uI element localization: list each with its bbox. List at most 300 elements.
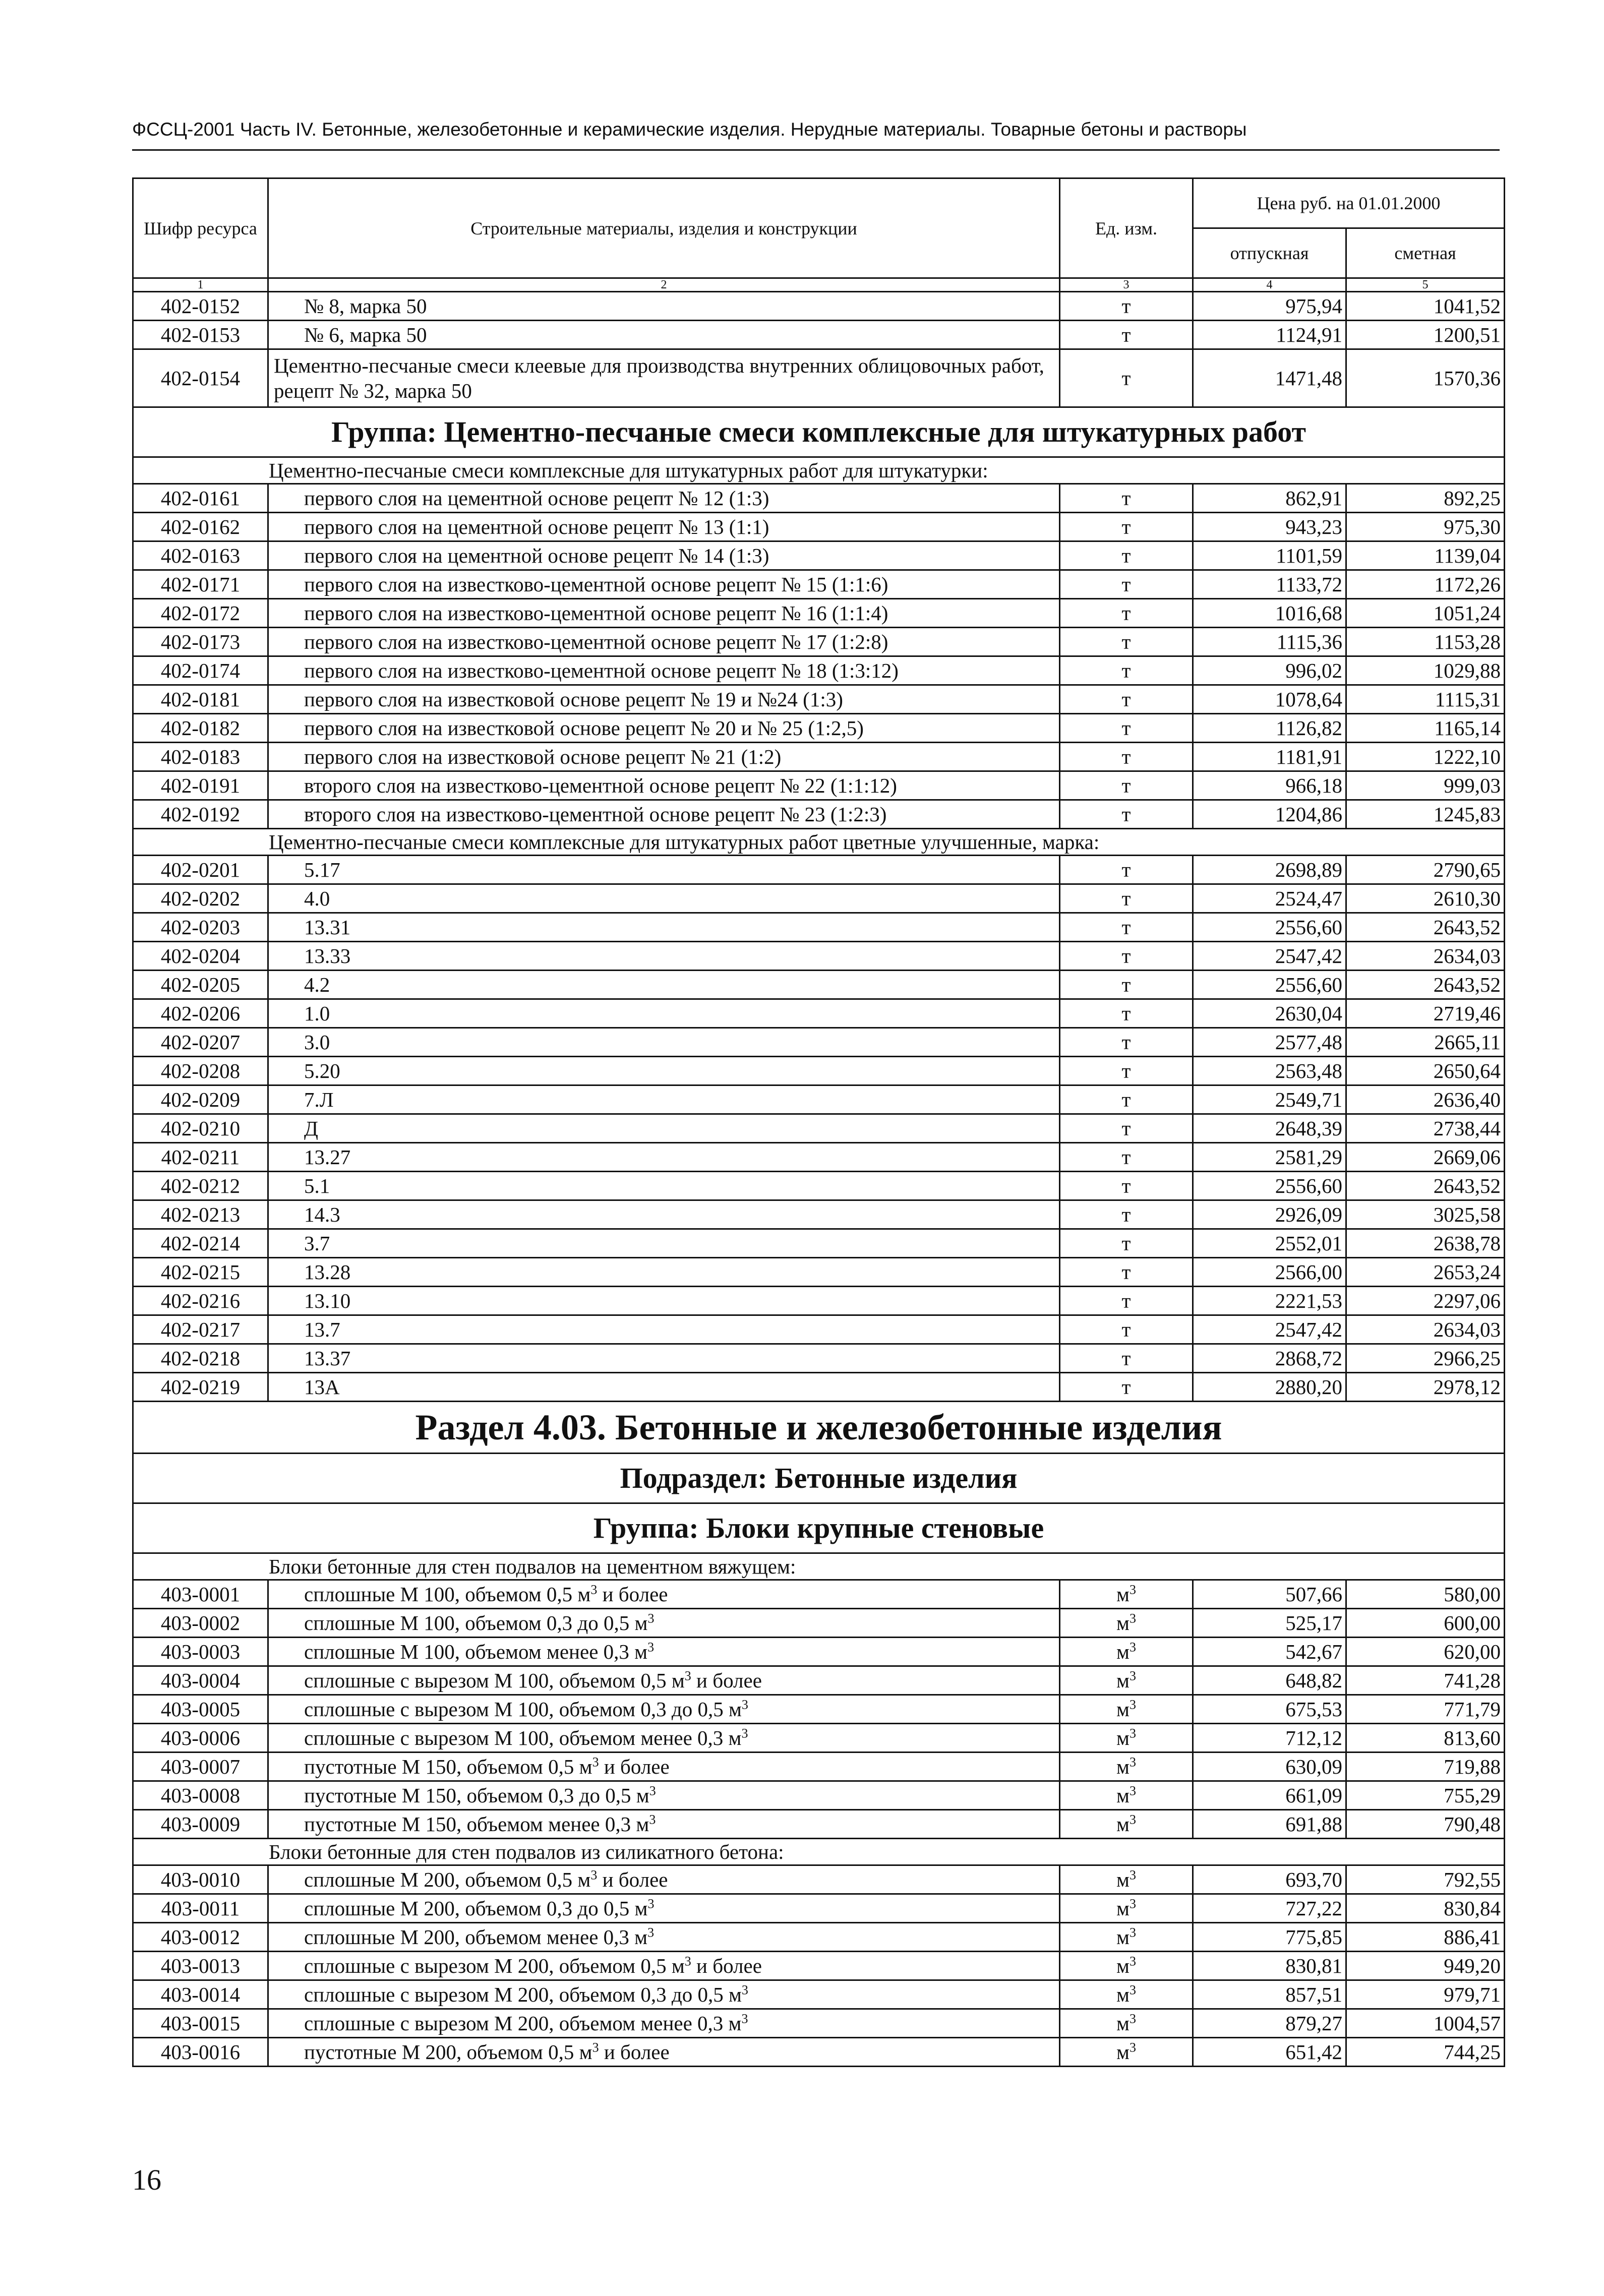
material-name-suffix: и более bbox=[599, 2040, 670, 2064]
material-name bbox=[268, 1724, 1060, 1753]
material-name bbox=[268, 1057, 1060, 1085]
release-price: 648,82 bbox=[1193, 1666, 1346, 1695]
unit-text: м bbox=[1116, 1640, 1130, 1663]
material-name-text: 13.10 bbox=[304, 1289, 351, 1312]
table-row bbox=[133, 1172, 1505, 1200]
material-name bbox=[268, 1085, 1060, 1114]
estimate-price: 1153,28 bbox=[1346, 628, 1505, 656]
table-row bbox=[133, 800, 1505, 829]
material-name bbox=[268, 1143, 1060, 1172]
table-row bbox=[133, 2038, 1505, 2067]
running-title: ФССЦ-2001 Часть IV. Бетонные, железобетонные и керамические изделия. Нерудные материалы. Товарные бетоны и растворы bbox=[132, 119, 1247, 140]
release-price: 1126,82 bbox=[1193, 714, 1346, 743]
resource-code: 403-0012 bbox=[133, 1923, 268, 1952]
table-row bbox=[133, 1781, 1505, 1810]
material-name-text: сплошные с вырезом М 100, объемом менее 0,3 м bbox=[304, 1726, 742, 1749]
estimate-price: 620,00 bbox=[1346, 1638, 1505, 1666]
group-heading: Группа: Блоки крупные стеновые bbox=[133, 1503, 1505, 1553]
material-name bbox=[268, 1114, 1060, 1143]
resource-code: 402-0163 bbox=[133, 541, 268, 570]
estimate-price: 2643,52 bbox=[1346, 1172, 1505, 1200]
resource-code: 402-0202 bbox=[133, 884, 268, 913]
release-price: 862,91 bbox=[1193, 484, 1346, 513]
unit-text: т bbox=[1121, 1318, 1131, 1341]
unit-text: т bbox=[1121, 323, 1131, 346]
subgroup-row bbox=[133, 1839, 1505, 1865]
estimate-price: 2669,06 bbox=[1346, 1143, 1505, 1172]
table-row bbox=[133, 1638, 1505, 1666]
group-row bbox=[133, 407, 1505, 457]
material-name-suffix: и более bbox=[599, 1755, 670, 1778]
unit-of-measure bbox=[1060, 349, 1193, 407]
table-row bbox=[133, 1287, 1505, 1315]
estimate-price: 830,84 bbox=[1346, 1894, 1505, 1923]
resource-code: 403-0011 bbox=[133, 1894, 268, 1923]
table-row bbox=[133, 1810, 1505, 1839]
release-price: 2556,60 bbox=[1193, 971, 1346, 999]
resource-code: 403-0001 bbox=[133, 1580, 268, 1609]
resource-code: 402-0211 bbox=[133, 1143, 268, 1172]
unit-text: м bbox=[1116, 1983, 1130, 2006]
material-name-text: пустотные М 150, объемом 0,5 м bbox=[304, 1755, 592, 1778]
resource-code: 402-0215 bbox=[133, 1258, 268, 1287]
resource-code: 402-0212 bbox=[133, 1172, 268, 1200]
estimate-price: 771,79 bbox=[1346, 1695, 1505, 1724]
superscript: 3 bbox=[592, 1755, 599, 1770]
material-name bbox=[268, 1638, 1060, 1666]
table-row bbox=[133, 484, 1505, 513]
resource-code: 402-0204 bbox=[133, 942, 268, 971]
material-name bbox=[268, 2038, 1060, 2067]
release-price: 525,17 bbox=[1193, 1609, 1346, 1638]
resource-code: 402-0209 bbox=[133, 1085, 268, 1114]
resource-code: 402-0217 bbox=[133, 1315, 268, 1344]
estimate-price: 1222,10 bbox=[1346, 743, 1505, 771]
material-name-text: второго слоя на известково-цементной основе рецепт № 22 (1:1:12) bbox=[304, 774, 897, 797]
unit-text: т bbox=[1121, 688, 1131, 711]
release-price: 1016,68 bbox=[1193, 599, 1346, 628]
unit-text: т bbox=[1121, 573, 1131, 596]
release-price: 2648,39 bbox=[1193, 1114, 1346, 1143]
material-name bbox=[268, 714, 1060, 743]
superscript: 3 bbox=[1129, 1640, 1136, 1655]
resource-code: 403-0008 bbox=[133, 1781, 268, 1810]
material-name-text: 5.1 bbox=[304, 1174, 330, 1197]
table-row bbox=[133, 292, 1505, 321]
table-row bbox=[133, 685, 1505, 714]
release-price: 2547,42 bbox=[1193, 1315, 1346, 1344]
unit-of-measure bbox=[1060, 570, 1193, 599]
material-name-suffix: и более bbox=[691, 1669, 762, 1692]
resource-code: 403-0006 bbox=[133, 1724, 268, 1753]
material-name-text: 14.3 bbox=[304, 1203, 340, 1226]
unit-text: м bbox=[1116, 1925, 1130, 1949]
release-price: 661,09 bbox=[1193, 1781, 1346, 1810]
material-name-text: сплошные М 200, объемом 0,3 до 0,5 м bbox=[304, 1897, 648, 1920]
material-name-text: 4.2 bbox=[304, 973, 330, 996]
resource-code: 402-0201 bbox=[133, 856, 268, 884]
release-price: 966,18 bbox=[1193, 771, 1346, 800]
unit-of-measure bbox=[1060, 1114, 1193, 1143]
unit-text: т bbox=[1121, 1002, 1131, 1025]
superscript: 3 bbox=[741, 1982, 748, 1998]
estimate-price: 2650,64 bbox=[1346, 1057, 1505, 1085]
unit-of-measure bbox=[1060, 1980, 1193, 2009]
table-row bbox=[133, 1200, 1505, 1229]
unit-text: м bbox=[1116, 1611, 1130, 1635]
material-name-text: первого слоя на известковой основе рецепт № 19 и №24 (1:3) bbox=[304, 688, 843, 711]
unit-of-measure bbox=[1060, 1781, 1193, 1810]
material-name bbox=[268, 1200, 1060, 1229]
unit-text: м bbox=[1116, 1897, 1130, 1920]
unit-of-measure bbox=[1060, 1695, 1193, 1724]
column-number: 5 bbox=[1346, 278, 1505, 292]
table-row bbox=[133, 628, 1505, 656]
release-price: 1078,64 bbox=[1193, 685, 1346, 714]
superscript: 3 bbox=[1129, 1783, 1136, 1798]
header-code: Шифр ресурса bbox=[133, 178, 268, 278]
release-price: 975,94 bbox=[1193, 292, 1346, 321]
unit-of-measure bbox=[1060, 743, 1193, 771]
table-row bbox=[133, 1057, 1505, 1085]
resource-code: 402-0183 bbox=[133, 743, 268, 771]
material-name bbox=[268, 771, 1060, 800]
table-row bbox=[133, 714, 1505, 743]
material-name-text: № 6, марка 50 bbox=[304, 323, 427, 346]
unit-text: м bbox=[1116, 1784, 1130, 1807]
material-name-text: № 8, марка 50 bbox=[304, 294, 427, 318]
release-price: 1115,36 bbox=[1193, 628, 1346, 656]
estimate-price: 949,20 bbox=[1346, 1952, 1505, 1980]
unit-of-measure bbox=[1060, 1865, 1193, 1894]
release-price: 2549,71 bbox=[1193, 1085, 1346, 1114]
unit-text: м bbox=[1116, 2012, 1130, 2035]
material-name bbox=[268, 541, 1060, 570]
resource-code: 402-0182 bbox=[133, 714, 268, 743]
release-price: 830,81 bbox=[1193, 1952, 1346, 1980]
material-name-text: 13.37 bbox=[304, 1347, 351, 1370]
unit-text: м bbox=[1116, 1868, 1130, 1891]
material-name bbox=[268, 685, 1060, 714]
release-price: 2880,20 bbox=[1193, 1373, 1346, 1402]
table-row bbox=[133, 349, 1505, 407]
unit-of-measure bbox=[1060, 599, 1193, 628]
material-name-text: сплошные с вырезом М 100, объемом 0,5 м bbox=[304, 1669, 685, 1692]
release-price: 2566,00 bbox=[1193, 1258, 1346, 1287]
release-price: 1204,86 bbox=[1193, 800, 1346, 829]
unit-text: т bbox=[1121, 1117, 1131, 1140]
unit-text: т bbox=[1121, 716, 1131, 740]
resource-code: 402-0219 bbox=[133, 1373, 268, 1402]
estimate-price: 2790,65 bbox=[1346, 856, 1505, 884]
resource-code: 402-0205 bbox=[133, 971, 268, 999]
material-name-text: первого слоя на цементной основе рецепт № 12 (1:3) bbox=[304, 487, 769, 510]
unit-of-measure bbox=[1060, 1200, 1193, 1229]
header-unit: Ед. изм. bbox=[1060, 178, 1193, 278]
material-name bbox=[268, 484, 1060, 513]
unit-of-measure bbox=[1060, 999, 1193, 1028]
unit-text: т bbox=[1121, 294, 1131, 318]
material-name-text: 3.7 bbox=[304, 1232, 330, 1255]
unit-text: т bbox=[1121, 601, 1131, 625]
material-name-text: первого слоя на цементной основе рецепт № 13 (1:1) bbox=[304, 515, 769, 538]
unit-text: т bbox=[1121, 487, 1131, 510]
table-row bbox=[133, 656, 1505, 685]
table-row bbox=[133, 913, 1505, 942]
column-number: 3 bbox=[1060, 278, 1193, 292]
estimate-price: 1041,52 bbox=[1346, 292, 1505, 321]
release-price: 630,09 bbox=[1193, 1753, 1346, 1781]
estimate-price: 2966,25 bbox=[1346, 1344, 1505, 1373]
superscript: 3 bbox=[1129, 1697, 1136, 1712]
unit-of-measure bbox=[1060, 1172, 1193, 1200]
header-name: Строительные материалы, изделия и конструкции bbox=[268, 178, 1060, 278]
superscript: 3 bbox=[1129, 1611, 1136, 1626]
estimate-price: 892,25 bbox=[1346, 484, 1505, 513]
material-name bbox=[268, 1810, 1060, 1839]
release-price: 2577,48 bbox=[1193, 1028, 1346, 1057]
material-name bbox=[268, 1781, 1060, 1810]
unit-text: м bbox=[1116, 1726, 1130, 1749]
resource-code: 402-0162 bbox=[133, 513, 268, 541]
superscript: 3 bbox=[1129, 1812, 1136, 1827]
unit-text: т bbox=[1121, 1347, 1131, 1370]
column-number: 2 bbox=[268, 278, 1060, 292]
unit-of-measure bbox=[1060, 513, 1193, 541]
unit-of-measure bbox=[1060, 1229, 1193, 1258]
table-row bbox=[133, 942, 1505, 971]
unit-of-measure bbox=[1060, 1028, 1193, 1057]
table-row bbox=[133, 1143, 1505, 1172]
group-row bbox=[133, 1454, 1505, 1503]
price-table bbox=[132, 177, 1505, 2067]
estimate-price: 2978,12 bbox=[1346, 1373, 1505, 1402]
release-price: 2547,42 bbox=[1193, 942, 1346, 971]
estimate-price: 1029,88 bbox=[1346, 656, 1505, 685]
estimate-price: 600,00 bbox=[1346, 1609, 1505, 1638]
estimate-price: 2738,44 bbox=[1346, 1114, 1505, 1143]
material-name bbox=[268, 1952, 1060, 1980]
table-row bbox=[133, 1724, 1505, 1753]
resource-code: 403-0004 bbox=[133, 1666, 268, 1695]
resource-code: 403-0009 bbox=[133, 1810, 268, 1839]
material-name bbox=[268, 971, 1060, 999]
header-release-price: отпускная bbox=[1193, 228, 1346, 278]
unit-text: м bbox=[1116, 1812, 1130, 1836]
material-name-text: 13А bbox=[304, 1375, 340, 1399]
superscript: 3 bbox=[592, 2040, 599, 2055]
material-name bbox=[268, 1315, 1060, 1344]
table-row bbox=[133, 1373, 1505, 1402]
release-price: 727,22 bbox=[1193, 1894, 1346, 1923]
table-row bbox=[133, 1609, 1505, 1638]
unit-text: т bbox=[1121, 745, 1131, 768]
release-price: 1133,72 bbox=[1193, 570, 1346, 599]
sub-heading: Цементно-песчаные смеси комплексные для штукатурных работ цветные улучшенные, марка: bbox=[133, 829, 1505, 856]
resource-code: 402-0207 bbox=[133, 1028, 268, 1057]
material-name-text: первого слоя на известковой основе рецепт № 20 и № 25 (1:2,5) bbox=[304, 716, 864, 740]
resource-code: 403-0010 bbox=[133, 1865, 268, 1894]
table-row bbox=[133, 1894, 1505, 1923]
unit-of-measure bbox=[1060, 1580, 1193, 1609]
material-name bbox=[268, 999, 1060, 1028]
release-price: 1124,91 bbox=[1193, 321, 1346, 349]
estimate-price: 2636,40 bbox=[1346, 1085, 1505, 1114]
unit-of-measure bbox=[1060, 1609, 1193, 1638]
resource-code: 403-0016 bbox=[133, 2038, 268, 2067]
superscript: 3 bbox=[649, 1783, 656, 1798]
release-price: 712,12 bbox=[1193, 1724, 1346, 1753]
material-name-text: второго слоя на известково-цементной основе рецепт № 23 (1:2:3) bbox=[304, 803, 887, 826]
estimate-price: 1200,51 bbox=[1346, 321, 1505, 349]
material-name-text: сплошные с вырезом М 200, объемом 0,5 м bbox=[304, 1954, 685, 1977]
material-name-text: 13.27 bbox=[304, 1145, 351, 1169]
material-name-text: Д bbox=[304, 1117, 318, 1140]
material-name bbox=[268, 656, 1060, 685]
superscript: 3 bbox=[1129, 1755, 1136, 1770]
unit-text: м bbox=[1116, 1755, 1130, 1778]
resource-code: 402-0173 bbox=[133, 628, 268, 656]
group-heading: Группа: Цементно-песчаные смеси комплексные для штукатурных работ bbox=[133, 407, 1505, 457]
unit-of-measure bbox=[1060, 292, 1193, 321]
material-name-text: 13.33 bbox=[304, 944, 351, 968]
release-price: 1471,48 bbox=[1193, 349, 1346, 407]
estimate-price: 2643,52 bbox=[1346, 971, 1505, 999]
sub-heading: Цементно-песчаные смеси комплексные для штукатурных работ для штукатурки: bbox=[133, 457, 1505, 484]
unit-text: т bbox=[1121, 1145, 1131, 1169]
unit-of-measure bbox=[1060, 1952, 1193, 1980]
material-name-text: первого слоя на известково-цементной основе рецепт № 17 (1:2:8) bbox=[304, 630, 888, 653]
superscript: 3 bbox=[1129, 1867, 1136, 1883]
material-name bbox=[268, 1344, 1060, 1373]
sub-heading: Блоки бетонные для стен подвалов из силикатного бетона: bbox=[133, 1839, 1505, 1865]
unit-of-measure bbox=[1060, 321, 1193, 349]
material-name-text: 3.0 bbox=[304, 1031, 330, 1054]
material-name bbox=[268, 570, 1060, 599]
table-row bbox=[133, 1695, 1505, 1724]
subgroup-row bbox=[133, 829, 1505, 856]
table-row bbox=[133, 1028, 1505, 1057]
unit-of-measure bbox=[1060, 2009, 1193, 2038]
material-name-text: пустотные М 150, объемом 0,3 до 0,5 м bbox=[304, 1784, 649, 1807]
material-name bbox=[268, 913, 1060, 942]
estimate-price: 975,30 bbox=[1346, 513, 1505, 541]
resource-code: 402-0174 bbox=[133, 656, 268, 685]
table-row bbox=[133, 999, 1505, 1028]
release-price: 2221,53 bbox=[1193, 1287, 1346, 1315]
material-name bbox=[268, 1865, 1060, 1894]
estimate-price: 1051,24 bbox=[1346, 599, 1505, 628]
unit-text: т bbox=[1121, 973, 1131, 996]
unit-text: м bbox=[1116, 2040, 1130, 2064]
subgroup-row bbox=[133, 457, 1505, 484]
resource-code: 402-0191 bbox=[133, 771, 268, 800]
material-name-text: 5.17 bbox=[304, 858, 340, 881]
unit-text: м bbox=[1116, 1698, 1130, 1721]
resource-code: 402-0171 bbox=[133, 570, 268, 599]
release-price: 775,85 bbox=[1193, 1923, 1346, 1952]
material-name bbox=[268, 1580, 1060, 1609]
estimate-price: 2665,11 bbox=[1346, 1028, 1505, 1057]
material-name-text: сплошные с вырезом М 200, объемом 0,3 до 0,5 м bbox=[304, 1983, 742, 2006]
release-price: 2698,89 bbox=[1193, 856, 1346, 884]
estimate-price: 886,41 bbox=[1346, 1923, 1505, 1952]
material-name bbox=[268, 1894, 1060, 1923]
material-name-text: первого слоя на цементной основе рецепт № 14 (1:3) bbox=[304, 544, 769, 567]
material-name-text: сплошные М 100, объемом менее 0,3 м bbox=[304, 1640, 648, 1663]
material-name-text: сплошные М 200, объемом менее 0,3 м bbox=[304, 1925, 648, 1949]
material-name bbox=[268, 599, 1060, 628]
material-name bbox=[268, 1373, 1060, 1402]
estimate-price: 2610,30 bbox=[1346, 884, 1505, 913]
material-name bbox=[268, 349, 1060, 407]
unit-of-measure bbox=[1060, 1085, 1193, 1114]
material-name-text: 13.31 bbox=[304, 916, 351, 939]
unit-text: т bbox=[1121, 858, 1131, 881]
estimate-price: 2719,46 bbox=[1346, 999, 1505, 1028]
superscript: 3 bbox=[1129, 1954, 1136, 1969]
unit-of-measure bbox=[1060, 913, 1193, 942]
superscript: 3 bbox=[741, 2011, 748, 2026]
unit-of-measure bbox=[1060, 1894, 1193, 1923]
unit-of-measure bbox=[1060, 1923, 1193, 1952]
material-name-text: 4.0 bbox=[304, 887, 330, 910]
table-row bbox=[133, 541, 1505, 570]
estimate-price: 2634,03 bbox=[1346, 942, 1505, 971]
section-heading: Раздел 4.03. Бетонные и железобетонные изделия bbox=[133, 1402, 1505, 1454]
unit-of-measure bbox=[1060, 628, 1193, 656]
table-row bbox=[133, 599, 1505, 628]
estimate-price: 1139,04 bbox=[1346, 541, 1505, 570]
resource-code: 402-0210 bbox=[133, 1114, 268, 1143]
resource-code: 402-0203 bbox=[133, 913, 268, 942]
estimate-price: 813,60 bbox=[1346, 1724, 1505, 1753]
column-number: 4 bbox=[1193, 278, 1346, 292]
page-number: 16 bbox=[132, 2163, 161, 2196]
superscript: 3 bbox=[647, 1640, 655, 1655]
material-name-suffix: и более bbox=[691, 1954, 762, 1977]
column-number: 1 bbox=[133, 278, 268, 292]
unit-text: т bbox=[1121, 1232, 1131, 1255]
release-price: 2552,01 bbox=[1193, 1229, 1346, 1258]
superscript: 3 bbox=[1129, 1925, 1136, 1940]
table-row bbox=[133, 1753, 1505, 1781]
unit-of-measure bbox=[1060, 1666, 1193, 1695]
table-row bbox=[133, 1344, 1505, 1373]
superscript: 3 bbox=[590, 1867, 598, 1883]
section-row bbox=[133, 1402, 1505, 1454]
table-row bbox=[133, 1865, 1505, 1894]
material-name bbox=[268, 743, 1060, 771]
unit-of-measure bbox=[1060, 484, 1193, 513]
release-price: 2524,47 bbox=[1193, 884, 1346, 913]
unit-text: т bbox=[1121, 1203, 1131, 1226]
release-price: 879,27 bbox=[1193, 2009, 1346, 2038]
material-name-text: сплошные М 200, объемом 0,5 м bbox=[304, 1868, 591, 1891]
release-price: 691,88 bbox=[1193, 1810, 1346, 1839]
material-name-suffix: и более bbox=[597, 1583, 668, 1606]
group-row bbox=[133, 1503, 1505, 1553]
material-name-text: сплошные М 100, объемом 0,5 м bbox=[304, 1583, 591, 1606]
superscript: 3 bbox=[647, 1611, 655, 1626]
estimate-price: 1004,57 bbox=[1346, 2009, 1505, 2038]
unit-text: т bbox=[1121, 944, 1131, 968]
release-price: 1101,59 bbox=[1193, 541, 1346, 570]
unit-text: т bbox=[1121, 659, 1131, 682]
material-name bbox=[268, 884, 1060, 913]
release-price: 2556,60 bbox=[1193, 1172, 1346, 1200]
unit-of-measure bbox=[1060, 656, 1193, 685]
